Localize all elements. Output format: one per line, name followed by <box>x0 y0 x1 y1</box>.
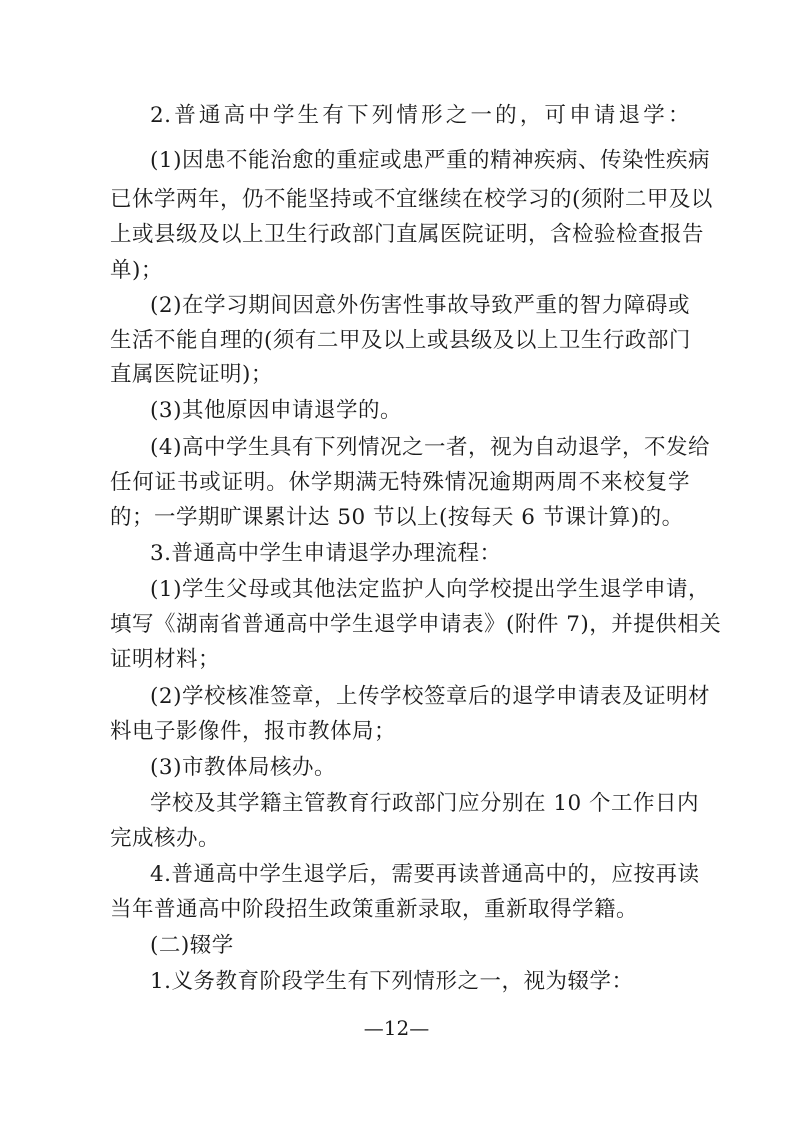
paragraph-line: (1)学生父母或其他法定监护人向学校提出学生退学申请， <box>150 577 710 602</box>
paragraph-line: 证明材料； <box>110 647 221 672</box>
paragraph-line: 完成核办。 <box>110 826 221 851</box>
paragraph-line: 料电子影像件，报市教体局； <box>110 719 397 744</box>
paragraph-line: 上或县级及以上卫生行政部门直属医院证明，含检验检查报告 <box>110 222 705 247</box>
paragraph-line: (2)学校核准签章，上传学校签章后的退学申请表及证明材 <box>150 684 710 709</box>
paragraph-line: (3)其他原因申请退学的。 <box>150 398 402 423</box>
paragraph-line: 的；一学期旷课累计达 50 节以上(按每天 6 节课计算)的。 <box>110 505 684 530</box>
paragraph-line: 单)； <box>110 258 163 283</box>
paragraph-line: 已休学两年，仍不能坚持或不宜继续在校学习的(须附二甲及以 <box>110 187 713 212</box>
paragraph-line: 直属医院证明)； <box>110 362 273 387</box>
section-heading: (二)辍学 <box>150 933 234 958</box>
paragraph-line: 任何证书或证明。休学期满无特殊情况逾期两周不来校复学 <box>110 470 690 495</box>
paragraph-line: 学校及其学籍主管教育行政部门应分别在 10 个工作日内 <box>150 791 700 816</box>
paragraph-line: (1)因患不能治愈的重症或患严重的精神疾病、传染性疾病 <box>150 148 710 173</box>
paragraph-line: 生活不能自理的(须有二甲及以上或县级及以上卫生行政部门 <box>110 328 691 353</box>
page-number: —12— <box>363 1016 430 1040</box>
paragraph-line: (2)在学习期间因意外伤害性事故导致严重的智力障碍或 <box>150 293 690 318</box>
paragraph-line: 3.普通高中学生申请退学办理流程： <box>150 541 502 566</box>
paragraph-line: (3)市教体局核办。 <box>150 755 336 780</box>
paragraph-line: 4.普通高中学生退学后，需要再读普通高中的，应按再读 <box>150 862 700 887</box>
paragraph-line: 1.义务教育阶段学生有下列情形之一，视为辍学： <box>150 969 634 994</box>
paragraph-line: 填写《湖南省普通高中学生退学申请表》(附件 7)，并提供相关 <box>110 612 722 637</box>
paragraph-line: 2.普通高中学生有下列情形之一的，可申请退学： <box>150 103 690 128</box>
paragraph-line: 当年普通高中阶段招生政策重新录取，重新取得学籍。 <box>110 897 639 922</box>
paragraph-line: (4)高中学生具有下列情况之一者，视为自动退学，不发给 <box>150 435 710 460</box>
